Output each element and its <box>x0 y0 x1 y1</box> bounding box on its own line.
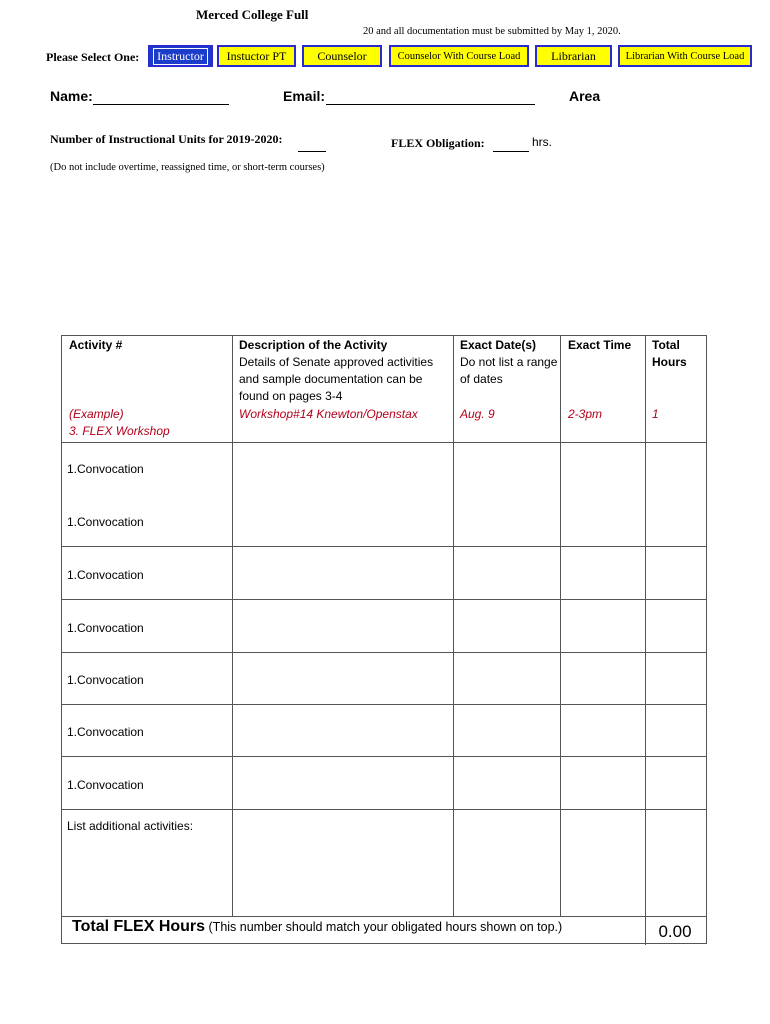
additional-activities-label: List additional activities: <box>67 819 194 833</box>
row-divider <box>62 916 706 917</box>
activity-table <box>61 335 707 944</box>
activity-row-4[interactable]: 1.Convocation <box>67 621 144 635</box>
example-hours: 1 <box>652 407 659 421</box>
flex-obligation-field[interactable] <box>493 151 529 152</box>
activity-row-7[interactable]: 1.Convocation <box>67 778 144 792</box>
header-description <box>239 337 451 405</box>
header-total-hours: Total Hours <box>652 338 687 369</box>
activity-row-1[interactable]: 1.Convocation <box>67 462 144 476</box>
role-option-instructor[interactable] <box>148 45 213 67</box>
header-description-title: Description of the Activity <box>239 338 388 352</box>
row-divider <box>62 442 706 443</box>
example-date: Aug. 9 <box>460 407 495 421</box>
column-divider <box>453 336 454 917</box>
units-label: Number of Instructional Units for 2019-2020: <box>50 132 283 146</box>
role-option-label: Counselor With Course Load <box>397 50 521 62</box>
activity-row-5[interactable]: 1.Convocation <box>67 673 144 687</box>
header-dates-title: Exact Date(s) <box>460 338 537 352</box>
total-flex-hours-value: 0.00 <box>658 922 692 941</box>
deadline-note: 20 and all documentation must be submitted by May 1, 2020. <box>363 26 621 37</box>
activity-row-3[interactable]: 1.Convocation <box>67 568 144 582</box>
role-option-label: Instructor <box>153 48 208 65</box>
row-divider <box>62 809 706 810</box>
row-divider <box>62 546 706 547</box>
column-divider <box>560 336 561 917</box>
area-label: Area <box>569 88 601 104</box>
units-note: (Do not include overtime, reassigned time, or short-term courses) <box>50 162 325 173</box>
activity-row-2[interactable]: 1.Convocation <box>67 515 144 529</box>
role-option-counselor-course-load[interactable] <box>389 45 529 67</box>
role-option-label: Librarian With Course Load <box>625 50 745 62</box>
header-dates-note: Do not list a range of dates <box>460 355 558 386</box>
role-option-label: Counselor <box>317 48 367 63</box>
total-flex-hours-label <box>72 918 562 936</box>
units-field[interactable] <box>298 151 326 152</box>
example-time: 2-3pm <box>568 407 603 421</box>
flex-obligation-label: FLEX Obligation: <box>391 136 485 150</box>
email-field[interactable] <box>326 104 535 105</box>
header-dates <box>460 337 558 388</box>
name-label: Name: <box>50 88 93 104</box>
hrs-label: hrs. <box>532 135 553 149</box>
role-select-label: Please Select One: <box>46 50 140 64</box>
row-divider <box>62 599 706 600</box>
column-divider <box>645 336 646 945</box>
header-description-note: Details of Senate approved activities and sample documentation can be found on pages 3-4 <box>239 355 434 403</box>
role-option-librarian-course-load[interactable] <box>618 45 752 67</box>
total-flex-hours-title: Total FLEX Hours <box>72 918 206 935</box>
total-flex-hours-note: (This number should match your obligated hours shown on top.) <box>205 920 563 934</box>
role-option-instructor-pt[interactable] <box>217 45 296 67</box>
column-divider <box>232 336 233 917</box>
name-field[interactable] <box>93 104 229 105</box>
example-description: Workshop#14 Knewton/Openstax <box>239 407 418 421</box>
role-option-label: Instuctor PT <box>226 48 287 63</box>
role-option-label: Librarian <box>551 48 596 63</box>
row-divider <box>62 704 706 705</box>
role-option-counselor[interactable] <box>302 45 382 67</box>
email-label: Email: <box>283 88 326 104</box>
example-activity: (Example) 3. FLEX Workshop <box>69 407 170 438</box>
form-title: Merced College Full <box>196 7 309 22</box>
activity-row-6[interactable]: 1.Convocation <box>67 725 144 739</box>
header-time: Exact Time <box>568 338 632 352</box>
row-divider <box>62 652 706 653</box>
header-activity: Activity # <box>69 338 123 352</box>
role-option-librarian[interactable] <box>535 45 612 67</box>
row-divider <box>62 756 706 757</box>
